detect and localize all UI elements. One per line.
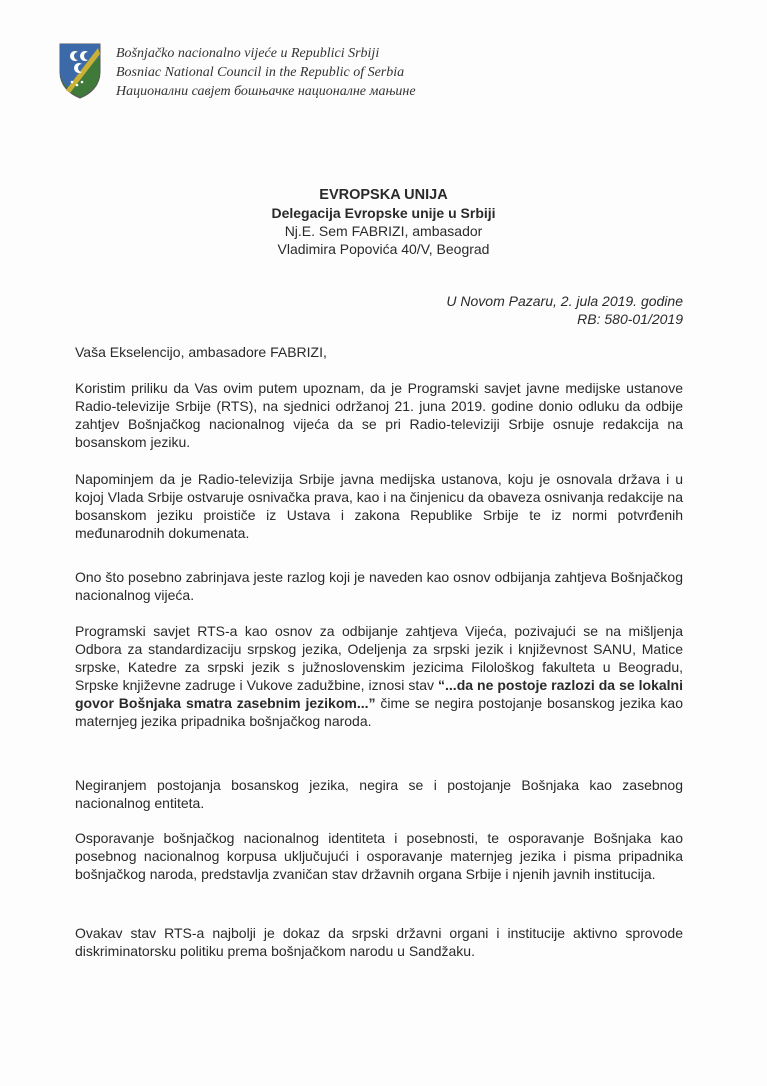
recipient-line-2: Delegacija Evropske unije u Srbiji bbox=[271, 205, 496, 221]
org-name-cyrillic: Национални савјет бошњачке националне мањине bbox=[116, 84, 416, 99]
place-date bbox=[446, 292, 683, 328]
paragraph-1 bbox=[75, 379, 683, 451]
paragraph-4 bbox=[75, 622, 683, 730]
paragraph-3-text: Ono što posebno zabrinjava jeste razlog koji je naveden kao osnov odbijanja zahtjeva Bošnjačkog nacionalnog vijeća. bbox=[75, 569, 683, 603]
paragraph-4-before: Programski savjet RTS-a kao osnov za odbijanje zahtjeva Vijeća, pozivajući se na mišljenja Odbora za standardizaciju srpskog jezika, Odeljenja za srpski jezik i književnost SANU, Matice srpske, Katedre za srpski jezik s južnoslovenskim jezicima Filološkog fakulteta u Beogradu, Srpske književne zadruge i Vukove zadužbine, iznosi stav bbox=[75, 623, 683, 693]
recipient-address bbox=[0, 186, 767, 258]
paragraph-4-text bbox=[75, 622, 683, 730]
paragraph-6-text: Osporavanje bošnjačkog nacionalnog identiteta i posebnosti, te osporavanje Bošnjaka kao posebnog nacionalnog korpusa uključujući i osporavanje maternjeg jezika i pisma pripadnika bošnjačkog naroda, predstavlja zvaničan stav državnih organa Srbije i njenih javnih institucija. bbox=[75, 830, 683, 882]
paragraph-3 bbox=[75, 568, 683, 604]
paragraph-2-text: Napominjem da je Radio-televizija Srbije javna medijska ustanova, koju je osnovala država i u kojoj Vlada Srbije ostvaruje osnivačka prava, kao i na činjenicu da obaveza osnivanja redakcije na bosanskom jeziku proističe iz Ustava i zakona Republike Srbije te iz normi potvrđenih međunarodnih dokumenata. bbox=[75, 471, 683, 541]
recipient-line-1: EVROPSKA UNIJA bbox=[319, 187, 448, 203]
paragraph-2 bbox=[75, 470, 683, 542]
paragraph-5 bbox=[75, 776, 683, 812]
paragraph-4-quote: “...da ne postoje razlozi da se lokalni govor Bošnjaka smatra zasebnim jezikom...” bbox=[75, 677, 683, 711]
council-crest-icon bbox=[58, 42, 102, 100]
paragraph-1-text: Koristim priliku da Vas ovim putem upoznam, da je Programski savjet javne medijske ustanove Radio-televizije Srbije (RTS), na sjednici održanoj 21. juna 2019. godine donio odluku da odbije zahtjev Bošnjačkog nacionalnog vijeća da se pri Radio-televiziji Srbije osnuje redakcija na bosanskom jeziku. bbox=[75, 380, 683, 450]
salutation: Vaša Ekselencijo, ambasadore FABRIZI, bbox=[75, 344, 327, 360]
letterhead bbox=[58, 42, 416, 101]
place-date-line: U Novom Pazaru, 2. jula 2019. godine bbox=[446, 293, 683, 309]
recipient-line-3: Nj.E. Sem FABRIZI, ambasador bbox=[284, 223, 483, 239]
paragraph-5-text: Negiranjem postojanja bosanskog jezika, negira se i postojanje Bošnjaka kao zasebnog nacionalnog entiteta. bbox=[75, 777, 683, 811]
paragraph-7-text: Ovakav stav RTS-a najbolji je dokaz da srpski državni organi i institucije aktivno sprovode diskriminatorsku politiku prema bošnjačkom narodu u Sandžaku. bbox=[75, 925, 683, 959]
paragraph-7 bbox=[75, 924, 683, 960]
paragraph-6 bbox=[75, 829, 683, 883]
reference-number: RB: 580-01/2019 bbox=[577, 311, 683, 327]
org-name-bosnian: Bošnjačko nacionalno vijeće u Republici Srbiji bbox=[116, 46, 380, 61]
org-name-english: Bosniac National Council in the Republic of Serbia bbox=[116, 65, 405, 80]
recipient-line-4: Vladimira Popovića 40/V, Beograd bbox=[277, 241, 490, 257]
paragraph-4-after: čime se negira postojanje bosanskog jezika kao maternjeg jezika pripadnika bošnjačkog naroda. bbox=[75, 695, 683, 729]
